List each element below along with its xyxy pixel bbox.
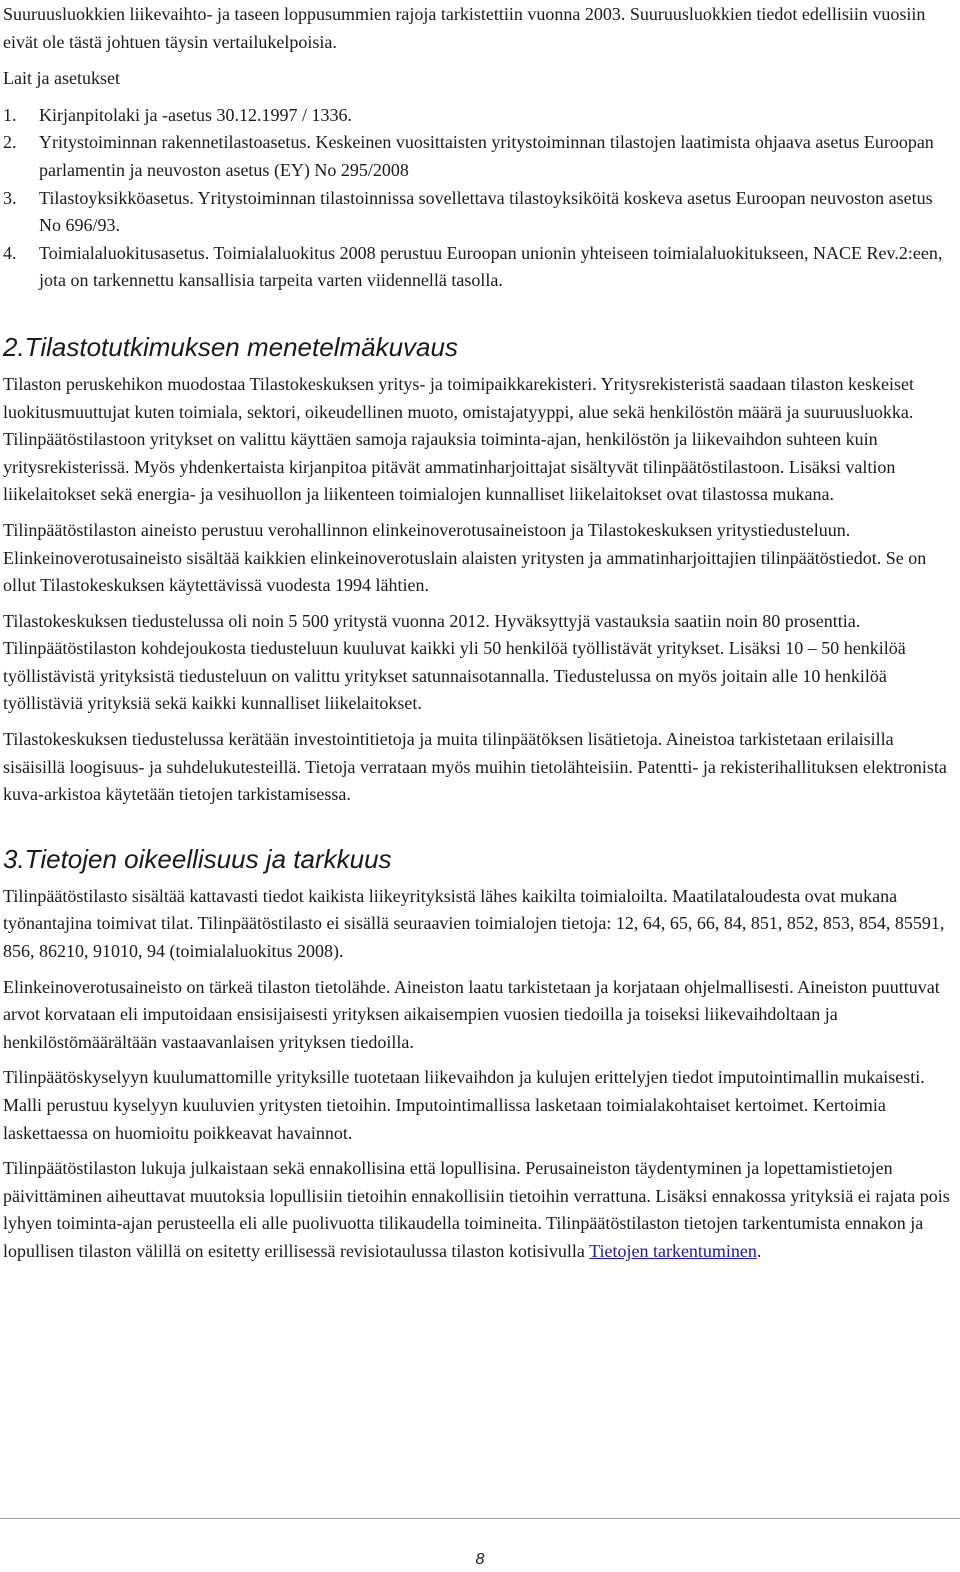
list-number: 2. [3, 132, 17, 153]
method-paragraph: Tilastokeskuksen tiedustelussa oli noin 5 500 yritystä vuonna 2012. Hyväksyttyjä vastauksia saatiin noin 80 prosenttia. Tilinpäätöstilaston kohdejoukosta tiedusteluun kuuluvat kaikki yli 50 henkilöä työllistävät yritykset. Lisäksi 10 – 50 henkilöä työllistävistä yrityksistä tiedusteluun on valittu yritykset satunnaisotannalla. Tiedustelussa on myös joitain alle 10 henkilöä työllistäviä yrityksiä sekä kaikki kunnalliset liikelaitokset. [3, 610, 906, 714]
accuracy-last-paragraph [3, 1155, 955, 1265]
list-number: 1. [3, 104, 17, 125]
method-heading: 2.Tilastotutkimuksen menetelmäkuvaus [3, 331, 458, 362]
revision-link[interactable]: Tietojen tarkentuminen [589, 1240, 757, 1261]
accuracy-last-end: . [756, 1240, 762, 1261]
list-item [3, 185, 955, 240]
method-paragraph: Tilinpäätöstilaston aineisto perustuu verohallinnon elinkeinoverotusaineistoon ja Tilastokeskuksen yritystiedusteluun. Elinkeinoverotusaineisto sisältää kaikkien elinkeinoverotuslain alaisten yritysten ja ammatinharjoittajien tilinpäätöstiedot. Se on ollut Tilastokeskuksen käytettävissä vuodesta 1994 lähtien. [3, 519, 927, 596]
accuracy-heading: 3.Tietojen oikeellisuus ja tarkkuus [3, 843, 392, 874]
intro-paragraph: Suuruusluokkien liikevaihto- ja taseen loppusummien rajoja tarkistettiin vuonna 2003. Suuruusluokkien tiedot edellisiin vuosiin eivät ole tästä johtuen täysin vertailukelpoisia. [3, 4, 926, 52]
list-text: Toimialaluokitusasetus. Toimialaluokitus 2008 perustuu Euroopan unionin yhteiseen toimialaluokitukseen, NACE Rev.2:een, jota on tarkennettu kansallisia tarpeita varten viidennellä tasolla. [39, 242, 943, 291]
accuracy-paragraph: Elinkeinoverotusaineisto on tärkeä tilaston tietolähde. Aineiston laatu tarkistetaan ja korjataan ohjelmallisesti. Aineiston puuttuvat arvot korvataan eli imputoidaan ensisijaisesti yrityksen aikaisempien vuosien tiedoilla ja toiseksi liikevaihdoltaan ja henkilöstömäärältään vastaavanlaisen yrityksen tiedoilla. [3, 976, 940, 1052]
method-paragraph: Tilastokeskuksen tiedustelussa kerätään investointitietoja ja muita tilinpäätöksen lisätietoja. Aineistoa tarkistetaan erilaisilla sisäisillä loogisuus- ja suhdelukutesteillä. Tietoja verrataan myös muihin tietolähteisiin. Patentti- ja rekisterihallituksen elektronista kuva-arkistoa käytetään tietojen tarkistamisessa. [3, 729, 947, 805]
list-item [3, 102, 955, 130]
laws-list [3, 102, 955, 295]
list-text: Kirjanpitolaki ja -asetus 30.12.1997 / 1336. [39, 104, 352, 125]
list-number: 4. [3, 242, 17, 263]
list-number: 3. [3, 187, 17, 208]
footer-divider [0, 1518, 960, 1519]
page-content [3, 0, 955, 1274]
accuracy-last-text: Tilinpäätöstilaston lukuja julkaistaan sekä ennakollisina että lopullisina. Perusaineiston täydentyminen ja lopettamistietojen päivittäminen aiheuttavat muutoksia lopullisiin tietoihin ennakollisiin tietoihin verrattuna. Lisäksi ennakossa yrityksiä ei rajata pois lyhyen toiminta-ajan perusteella eli alle puolivuotta tilikaudella toimineita. Tilinpäätöstilaston tietojen tarkentumista ennakon ja lopullisen tilaston välillä on esitetty erillisessä revisiotaulussa tilaston kotisivulla [3, 1158, 950, 1261]
accuracy-paragraph: Tilinpäätöskyselyyn kuulumattomille yrityksille tuotetaan liikevaihdon ja kulujen erittelyjen tiedot imputointimallin mukaisesti. Malli perustuu kyselyyn kuuluvien yritysten tietoihin. Imputointimallissa lasketaan toimialakohtaiset kertoimet. Kertoimia laskettaessa on huomioitu poikkeavat havainnot. [3, 1067, 925, 1143]
accuracy-paragraph: Tilinpäätöstilasto sisältää kattavasti tiedot kaikista liikeyrityksistä lähes kaikilta toimialoilta. Maatilataloudesta ovat mukana työnantajina toimivat tilat. Tilinpäätöstilasto ei sisällä seuraavien toimialojen tietoja: 12, 64, 65, 66, 84, 851, 852, 853, 854, 85591, 856, 86210, 91010, 94 (toimialaluokitus 2008). [3, 885, 945, 962]
laws-title: Lait ja asetukset [3, 68, 120, 89]
list-text: Tilastoyksikköasetus. Yritystoiminnan tilastoinnissa sovellettava tilastoyksiköitä koskeva asetus Euroopan neuvoston asetus No 696/93. [39, 187, 933, 236]
list-text: Yritystoiminnan rakennetilastoasetus. Keskeinen vuosittaisten yritystoiminnan tilastojen laatimista ohjaava asetus Euroopan parlamentin ja neuvoston asetus (EY) No 295/2008 [39, 132, 934, 180]
list-item [3, 240, 955, 295]
method-paragraph: Tilaston peruskehikon muodostaa Tilastokeskuksen yritys- ja toimipaikkarekisteri. Yritysrekisteristä saadaan tilaston keskeiset luokitusmuuttujat kuten toimiala, sektori, oikeudellinen muoto, omistajatyyppi, alue sekä henkilöstön määrä ja suuruusluokka. Tilinpäätöstilastoon yritykset on valittu käyttäen samoja rajauksia toiminta-ajan, henkilöstön ja liikevaihdon suhteen kuin yritysrekisterissä. Myös yhdenkertaista kirjanpitoa pitävät ammatinharjoittajat sisältyvät tilinpäätöstilastoon. Lisäksi valtion liikelaitokset sekä energia- ja vesihuollon ja liikenteen toimialojen kunnalliset liikelaitokset ovat tilastossa mukana. [3, 373, 915, 505]
list-item [3, 129, 955, 184]
page-number: 8 [475, 1551, 485, 1568]
